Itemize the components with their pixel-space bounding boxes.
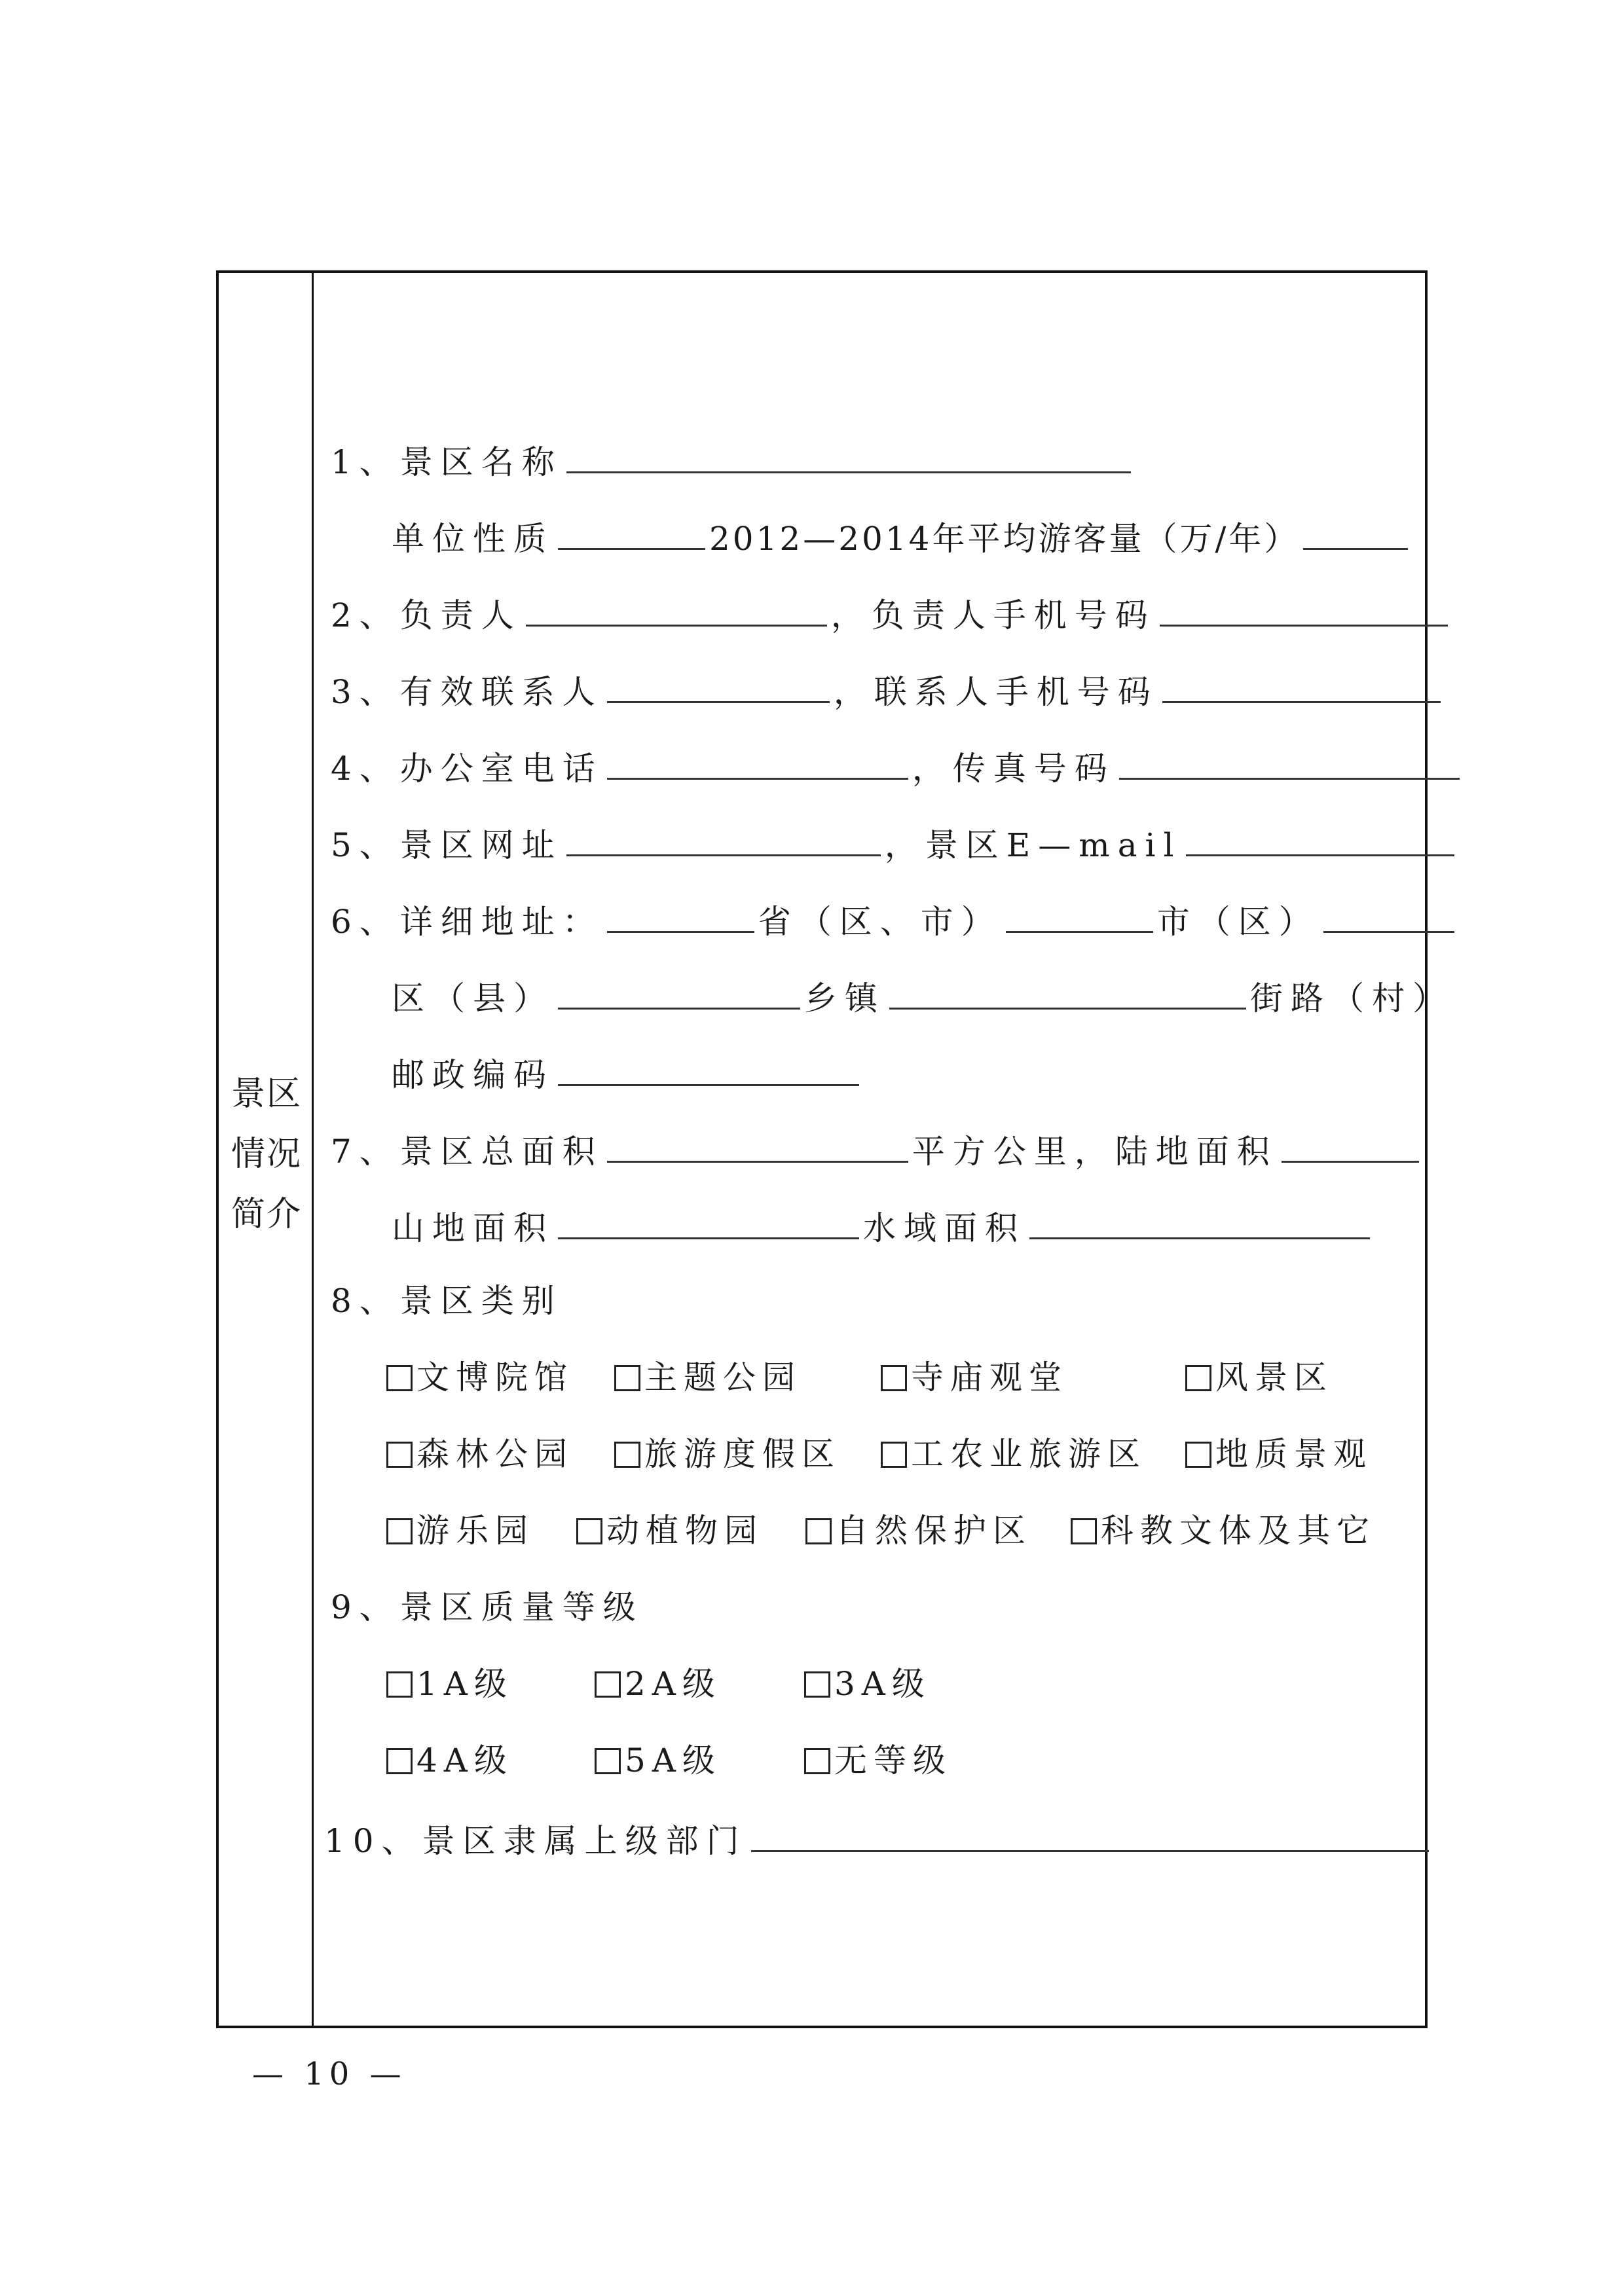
q7-row-2 xyxy=(392,1205,1374,1248)
section-label xyxy=(231,1064,303,1245)
contact-phone-label: ，联系人手机号码 xyxy=(833,673,1158,711)
q6-label: 6、详细地址： xyxy=(331,903,603,941)
q6-row-3 xyxy=(392,1051,863,1095)
mountain-area-field[interactable] xyxy=(558,1205,859,1239)
checkbox[interactable] xyxy=(804,1671,830,1698)
website-field[interactable] xyxy=(566,822,881,856)
q2-row xyxy=(331,592,1452,635)
contact-phone-field[interactable] xyxy=(1162,668,1441,703)
grade-option[interactable]: 无等级 xyxy=(804,1741,952,1780)
q9-row xyxy=(331,1588,644,1627)
province-label: 省（区、市） xyxy=(758,903,1002,941)
category-option[interactable]: 科教文体及其它 xyxy=(1071,1511,1376,1550)
visitors-label: 2012—2014年平均游客量（万/年） xyxy=(709,520,1300,558)
email-field[interactable] xyxy=(1186,822,1454,856)
page-number: — 10 — xyxy=(252,2056,407,2092)
province-field[interactable] xyxy=(607,898,754,933)
land-area-field[interactable] xyxy=(1282,1128,1419,1163)
checkbox[interactable] xyxy=(804,1748,830,1774)
q5-label: 5、景区网址 xyxy=(331,826,563,864)
category-option[interactable]: 自然保护区 xyxy=(805,1511,1032,1550)
checkbox[interactable] xyxy=(386,1518,413,1544)
category-option[interactable]: 工农业旅游区 xyxy=(881,1434,1147,1474)
category-option[interactable]: 动植物园 xyxy=(576,1511,764,1550)
q7-label: 7、景区总面积 xyxy=(331,1133,603,1171)
checkbox[interactable] xyxy=(881,1442,907,1468)
grade-option[interactable]: 4A级 xyxy=(386,1741,513,1780)
checkbox[interactable] xyxy=(576,1518,602,1544)
category-option[interactable]: 游乐园 xyxy=(386,1511,534,1550)
q1-row-2 xyxy=(392,515,1412,558)
category-option[interactable]: 文博院馆 xyxy=(386,1358,574,1397)
section-label-line-2: 情况 xyxy=(231,1135,302,1174)
leader-phone-label: ，负责人手机号码 xyxy=(830,596,1156,634)
checkbox[interactable] xyxy=(1185,1365,1211,1391)
checkbox[interactable] xyxy=(386,1748,413,1774)
q2-label: 2、负责人 xyxy=(331,596,522,634)
q1-label: 1、景区名称 xyxy=(331,443,563,481)
category-option[interactable]: 地质景观 xyxy=(1185,1434,1373,1474)
q7-row xyxy=(331,1128,1423,1171)
email-label: ，景区E—mail xyxy=(884,826,1182,864)
section-label-line-3: 简介 xyxy=(231,1195,302,1234)
q10-label: 10、景区隶属上级部门 xyxy=(324,1822,747,1860)
contact-field[interactable] xyxy=(607,668,830,703)
leader-field[interactable] xyxy=(526,592,827,627)
superior-dept-field[interactable] xyxy=(751,1817,1429,1852)
grade-option[interactable]: 2A级 xyxy=(595,1664,722,1704)
scenic-name-field[interactable] xyxy=(566,439,1131,473)
checkbox[interactable] xyxy=(881,1365,907,1391)
grade-option[interactable]: 1A级 xyxy=(386,1664,513,1704)
q1-row xyxy=(331,439,1135,482)
checkbox[interactable] xyxy=(595,1748,621,1774)
street-label: 街路（村） xyxy=(1250,979,1453,1017)
q8-row xyxy=(331,1281,563,1321)
category-option[interactable]: 森林公园 xyxy=(386,1434,574,1474)
q6-row-2 xyxy=(392,975,1453,1018)
county-label: 区（县） xyxy=(392,979,554,1017)
q5-row xyxy=(331,822,1458,865)
nature-label: 单位性质 xyxy=(392,520,554,558)
checkbox[interactable] xyxy=(614,1442,640,1468)
checkbox[interactable] xyxy=(595,1671,621,1698)
office-phone-field[interactable] xyxy=(607,745,908,780)
postcode-label: 邮政编码 xyxy=(392,1056,554,1094)
checkbox[interactable] xyxy=(386,1365,413,1391)
q6-row xyxy=(331,898,1458,941)
q10-row xyxy=(324,1817,1433,1861)
land-area-label: 平方公里，陆地面积 xyxy=(912,1133,1278,1171)
category-option[interactable]: 寺庙观堂 xyxy=(881,1358,1068,1397)
city-field[interactable] xyxy=(1006,898,1153,933)
checkbox[interactable] xyxy=(614,1365,640,1391)
q4-row xyxy=(331,745,1464,788)
checkbox[interactable] xyxy=(386,1442,413,1468)
county-field[interactable] xyxy=(558,975,800,1010)
city-label: 市（区） xyxy=(1156,903,1320,941)
grade-option[interactable]: 3A级 xyxy=(804,1664,931,1704)
mountain-area-label: 山地面积 xyxy=(392,1209,554,1247)
q8-label: 8、景区类别 xyxy=(331,1282,563,1320)
checkbox[interactable] xyxy=(805,1518,832,1544)
visitors-field[interactable] xyxy=(1303,515,1408,550)
total-area-field[interactable] xyxy=(607,1128,908,1163)
fax-field[interactable] xyxy=(1119,745,1460,780)
fax-label: ，传真号码 xyxy=(912,750,1115,788)
water-area-label: 水域面积 xyxy=(863,1209,1025,1247)
town-label: 乡镇 xyxy=(804,979,885,1017)
checkbox[interactable] xyxy=(386,1671,413,1698)
leader-phone-field[interactable] xyxy=(1160,592,1448,627)
district-field[interactable] xyxy=(1323,898,1454,933)
checkbox[interactable] xyxy=(1185,1442,1211,1468)
category-option[interactable]: 旅游度假区 xyxy=(614,1434,841,1474)
q9-label: 9、景区质量等级 xyxy=(331,1588,644,1626)
grade-option[interactable]: 5A级 xyxy=(595,1741,722,1780)
checkbox[interactable] xyxy=(1071,1518,1097,1544)
q3-label: 3、有效联系人 xyxy=(331,673,603,711)
q4-label: 4、办公室电话 xyxy=(331,750,603,788)
section-label-line-1: 景区 xyxy=(231,1074,302,1114)
category-option[interactable]: 主题公园 xyxy=(614,1358,802,1397)
postcode-field[interactable] xyxy=(558,1051,859,1086)
q3-row xyxy=(331,668,1445,712)
water-area-field[interactable] xyxy=(1029,1205,1370,1239)
column-divider xyxy=(312,270,314,2028)
town-field[interactable] xyxy=(889,975,1246,1010)
category-option[interactable]: 风景区 xyxy=(1185,1358,1333,1397)
nature-field[interactable] xyxy=(558,515,705,550)
